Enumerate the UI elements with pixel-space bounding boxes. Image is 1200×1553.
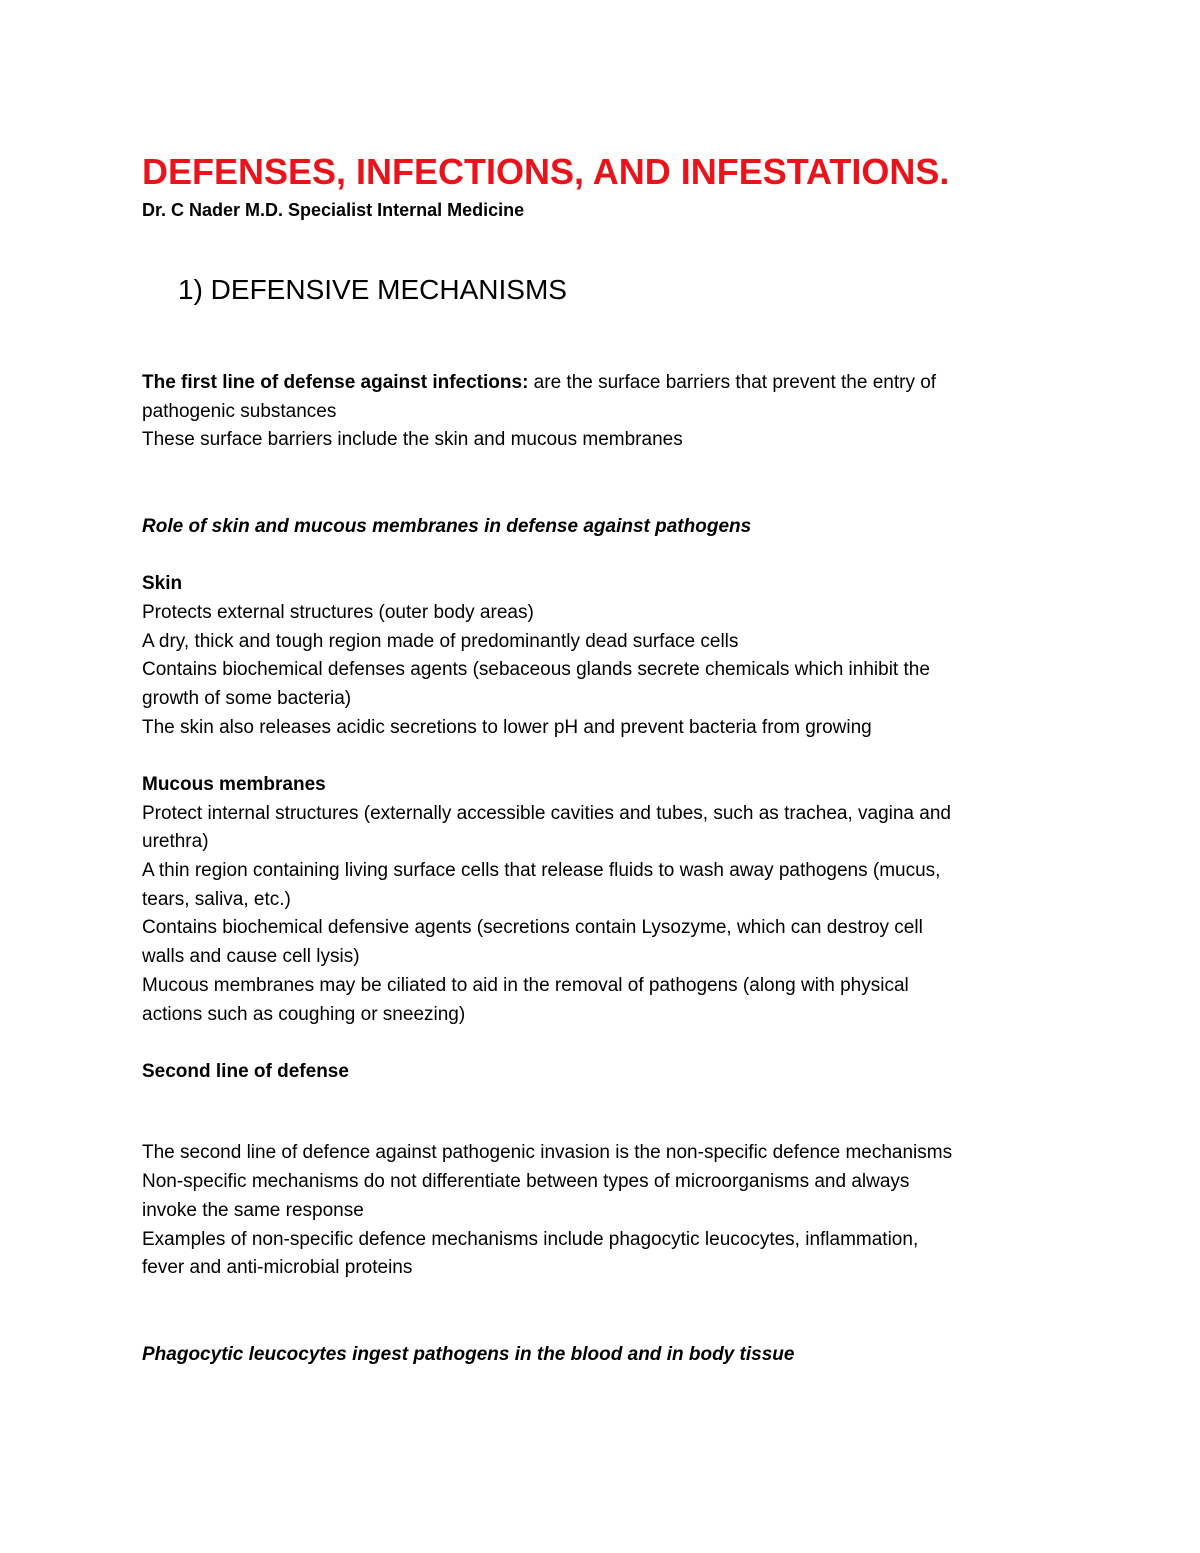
mucous-line: actions such as coughing or sneezing) <box>142 1004 466 1025</box>
mucous-heading: Mucous membranes <box>142 774 326 795</box>
second-line-text: Examples of non-specific defence mechanisms include phagocytic leucocytes, inflammation, <box>142 1229 919 1250</box>
mucous-line: walls and cause cell lysis) <box>142 946 360 967</box>
second-line-heading: Second line of defense <box>142 1061 349 1082</box>
section-heading: 1) DEFENSIVE MECHANISMS <box>178 274 567 305</box>
mucous-line: A thin region containing living surface cells that release fluids to wash away pathogens (mucus, <box>142 860 941 881</box>
mucous-line: Contains biochemical defensive agents (secretions contain Lysozyme, which can destroy cell <box>142 917 923 938</box>
phagocytic-heading: Phagocytic leucocytes ingest pathogens in the blood and in body tissue <box>142 1344 795 1365</box>
skin-line: Protects external structures (outer body areas) <box>142 602 534 623</box>
role-heading: Role of skin and mucous membranes in defense against pathogens <box>142 516 752 537</box>
first-line-lead-rest: are the surface barriers that prevent the entry of <box>528 372 937 393</box>
second-line-text: Non-specific mechanisms do not differentiate between types of microorganisms and always <box>142 1171 910 1192</box>
mucous-line: urethra) <box>142 831 209 852</box>
document-title: DEFENSES, INFECTIONS, AND INFESTATIONS. <box>142 151 950 192</box>
first-line-lead: The first line of defense against infections: <box>142 372 529 393</box>
second-line-text: fever and anti-microbial proteins <box>142 1257 413 1278</box>
skin-line: Contains biochemical defenses agents (sebaceous glands secrete chemicals which inhibit the <box>142 659 930 680</box>
skin-heading: Skin <box>142 573 183 594</box>
first-line-text: These surface barriers include the skin and mucous membranes <box>142 429 683 450</box>
first-line-text: pathogenic substances <box>142 401 337 422</box>
second-line-text: invoke the same response <box>142 1200 364 1221</box>
document-author: Dr. C Nader M.D. Specialist Internal Medicine <box>142 200 525 220</box>
skin-line: A dry, thick and tough region made of predominantly dead surface cells <box>142 631 739 652</box>
mucous-line: Protect internal structures (externally accessible cavities and tubes, such as trachea, vagina and <box>142 803 951 824</box>
second-line-text: The second line of defence against pathogenic invasion is the non-specific defence mechanisms <box>142 1142 953 1163</box>
mucous-line: Mucous membranes may be ciliated to aid in the removal of pathogens (along with physical <box>142 975 909 996</box>
mucous-line: tears, saliva, etc.) <box>142 889 291 910</box>
skin-line: The skin also releases acidic secretions to lower pH and prevent bacteria from growing <box>142 717 872 738</box>
first-line-paragraph <box>142 368 936 397</box>
skin-line: growth of some bacteria) <box>142 688 352 709</box>
